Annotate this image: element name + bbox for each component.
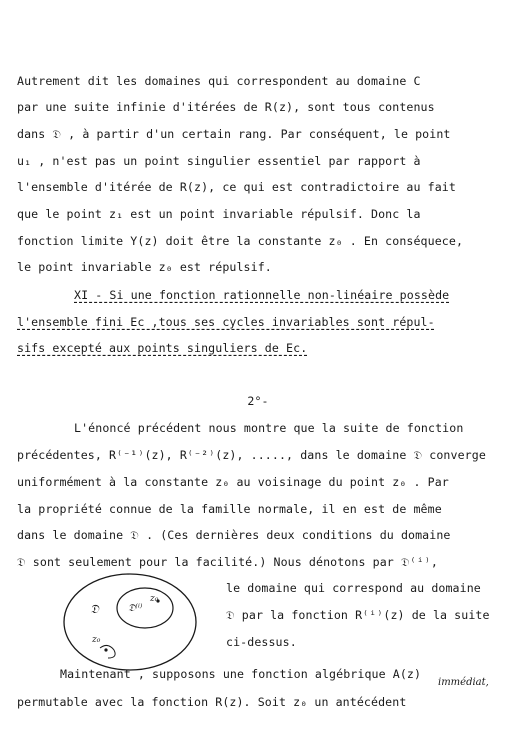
text-line: Maintenant , supposons une fonction algébrique A(z): [60, 667, 422, 681]
theorem-line: [17, 314, 509, 330]
handwritten-insert: immédiat,: [438, 677, 489, 688]
text-line: 𝔇 sont seulement pour la facilité.) Nous dénotons par 𝔇⁽ⁱ⁾,: [17, 555, 438, 569]
text-line: uniformément à la constante z₀ au voisinage du point z₀ . Par: [17, 475, 449, 489]
nested-domains-figure: [60, 570, 210, 680]
outer-domain-label: 𝔇: [90, 602, 99, 616]
theorem-line: [74, 287, 514, 303]
z0-top-label: z₀: [150, 594, 159, 604]
small-curve-mark: [100, 645, 115, 658]
theorem-line: [17, 340, 509, 356]
section-heading: 2°-: [247, 394, 269, 408]
text-line: L'énoncé précédent nous montre que la suite de fonction: [74, 421, 464, 435]
theorem-text: XI - Si une fonction rationnelle non-linéaire possède: [74, 288, 450, 302]
text-line: le point invariable z₀ est répulsif.: [17, 260, 272, 274]
text-line: que le point z₁ est un point invariable répulsif. Donc la: [17, 207, 421, 221]
text-line: [17, 694, 509, 710]
text-line: fonction limite Y(z) doit être la constante z₀ . En conséquece,: [17, 234, 464, 248]
text-content: permutable avec la fonction R(z). Soit z₀ un antécédent: [17, 695, 407, 709]
text-line: u₁ , n'est pas un point singulier essentiel par rapport à: [17, 154, 421, 168]
theorem-text: sifs excepté aux points singuliers de Ec.: [17, 341, 308, 355]
text-line: précédentes, R⁽⁻¹⁾(z), R⁽⁻²⁾(z), ....., dans le domaine 𝔇 converge: [17, 448, 486, 462]
text-line: le domaine qui correspond au domaine: [226, 581, 481, 595]
text-line: Autrement dit les domaines qui correspondent au domaine C: [17, 74, 421, 88]
text-line: dans 𝔇 , à partir d'un certain rang. Par conséquent, le point: [17, 127, 451, 141]
text-line: l'ensemble d'itérée de R(z), ce qui est contradictoire au fait: [17, 180, 456, 194]
text-line: par une suite infinie d'itérées de R(z), sont tous contenus: [17, 100, 435, 114]
text-line: dans le domaine 𝔇 . (Ces dernières deux conditions du domaine: [17, 528, 451, 542]
text-line: ci-dessus.: [226, 635, 297, 649]
inner-domain-curve: [117, 588, 173, 628]
text-line: 𝔇 par la fonction R⁽ⁱ⁾(z) de la suite: [226, 608, 490, 622]
z0-bottom-label: z₀: [92, 635, 101, 645]
theorem-text: l'ensemble fini Ec ,tous ses cycles invariables sont répul-: [17, 315, 435, 329]
inner-domain-label: 𝔇⁽ⁱ⁾: [128, 603, 143, 614]
text-line: la propriété connue de la famille normale, il en est de même: [17, 502, 442, 516]
outer-domain-curve: [64, 574, 196, 670]
z0-bottom-point: [104, 648, 107, 651]
